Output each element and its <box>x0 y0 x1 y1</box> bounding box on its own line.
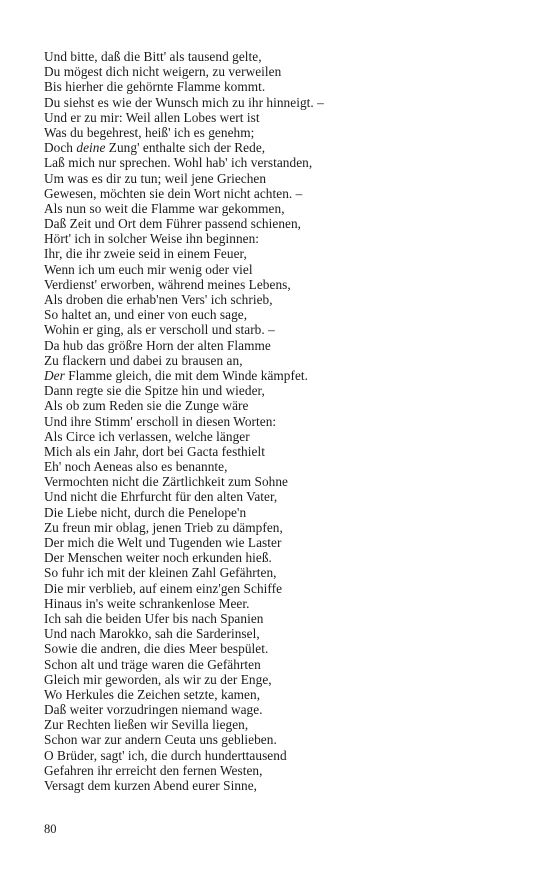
verse-line: Gewesen, möchten sie dein Wort nicht achten. – <box>44 185 303 201</box>
verse-line: Als droben die erhab'nen Vers' ich schrieb, <box>44 292 273 307</box>
verse-line: Zur Rechten ließen wir Sevilla liegen, <box>44 717 249 733</box>
verse-line: Was du begehrest, heiß' ich es genehm; <box>44 124 255 140</box>
verse-line: Der mich die Welt und Tugenden wie Laster <box>44 535 282 550</box>
verse-line: Versagt dem kurzen Abend eurer Sinne, <box>44 778 258 793</box>
verse-line: Wohin er ging, als er verscholl und starb. – <box>44 322 275 338</box>
verse-line: So fuhr ich mit der kleinen Zahl Gefährten, <box>44 565 277 581</box>
verse-line: Schon war zur andern Ceuta uns geblieben. <box>44 732 277 748</box>
verse-line: Der Flamme gleich, die mit dem Winde kämpfet. <box>44 367 309 383</box>
verse-line: Gleich mir geworden, als wir zu der Enge, <box>44 671 272 687</box>
verse-line: Mich als ein Jahr, dort bei Gacta festhielt <box>44 443 265 459</box>
verse-line: Da hub das größre Horn der alten Flamme <box>44 337 271 353</box>
verse-line: Als Circe ich verlassen, welche länger <box>44 428 250 444</box>
verse-line: Schon alt und träge waren die Gefährten <box>44 656 261 672</box>
verse-line: Vermochten nicht die Zärtlichkeit zum Sohne <box>44 474 289 490</box>
verse-line: Die mir verblieb, auf einem einz'gen Schiffe <box>44 580 283 596</box>
verse-line: Ihr, die ihr zweie seid in einem Feuer, <box>44 246 247 262</box>
verse-line: Die Liebe nicht, durch die Penelope'n <box>44 504 247 520</box>
verse-line: Als nun so weit die Flamme war gekommen, <box>44 200 285 216</box>
verse-line: Daß weiter vorzudringen niemand wage. <box>44 702 263 718</box>
page-number: 80 <box>44 822 57 836</box>
verse-line: Ich sah die beiden Ufer bis nach Spanien <box>44 610 264 626</box>
verse-line: Als ob zum Reden sie die Zunge wäre <box>44 398 249 414</box>
verse-line: Gefahren ihr erreicht den fernen Westen, <box>44 762 263 778</box>
verse-line: Du mögest dich nicht weigern, zu verweilen <box>44 64 282 80</box>
verse-line: Laß mich nur sprechen. Wohl hab' ich verstanden, <box>44 155 313 171</box>
verse-line: Und ihre Stimm' erscholl in diesen Worten: <box>44 413 277 429</box>
verse-line: Der Menschen weiter noch erkunden hieß. <box>44 550 272 566</box>
verse-line: Und er zu mir: Weil allen Lobes wert ist <box>44 109 260 125</box>
verse-block <box>44 49 514 793</box>
verse-line: So haltet an, und einer von euch sage, <box>44 307 248 323</box>
verse-line: Wenn ich um euch mir wenig oder viel <box>44 261 253 277</box>
verse-line: Zu flackern und dabei zu brausen an, <box>44 352 243 368</box>
verse-line: Verdienst' erworben, während meines Lebens, <box>44 276 291 292</box>
verse-line: Hört' ich in solcher Weise ihn beginnen: <box>44 231 260 247</box>
verse-line: Eh' noch Aeneas also es benannte, <box>44 459 228 475</box>
verse-line: Und nach Marokko, sah die Sarderinsel, <box>44 626 260 642</box>
verse-line: Doch deine Zung' enthalte sich der Rede, <box>44 140 266 156</box>
verse-line: Zu freun mir oblag, jenen Trieb zu dämpfen, <box>44 519 283 535</box>
verse-line: Daß Zeit und Ort dem Führer passend schienen, <box>44 216 302 232</box>
verse-line: Und nicht die Ehrfurcht für den alten Vater, <box>44 489 278 505</box>
verse-line: Bis hierher die gehörnte Flamme kommt. <box>44 79 266 95</box>
verse-line: Wo Herkules die Zeichen setzte, kamen, <box>44 686 261 702</box>
verse-line: Um was es dir zu tun; weil jene Griechen <box>44 170 267 186</box>
verse-line: Hinaus in's weite schrankenlose Meer. <box>44 595 250 611</box>
verse-line: Sowie die andren, die dies Meer bespület. <box>44 641 269 657</box>
verse-line: Dann regte sie die Spitze hin und wieder, <box>44 383 265 399</box>
verse-line: O Brüder, sagt' ich, die durch hunderttausend <box>44 747 287 763</box>
verse-line: Du siehst es wie der Wunsch mich zu ihr hinneigt. – <box>44 94 324 110</box>
verse-line: Und bitte, daß die Bitt' als tausend gelte, <box>44 49 262 64</box>
